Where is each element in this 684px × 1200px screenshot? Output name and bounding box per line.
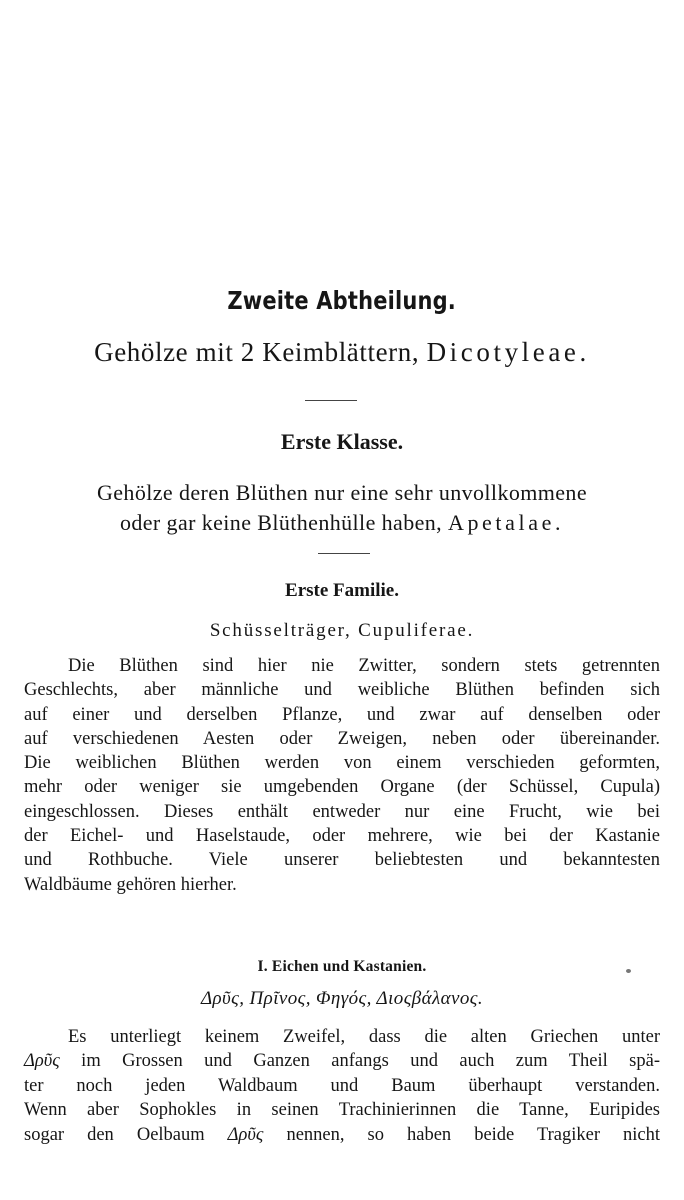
divider-rule — [318, 553, 370, 554]
paragraph-line: Es unterliegt keinem Zweifel, dass die alten Griechen unter — [68, 1027, 660, 1047]
paragraph-line — [24, 1049, 660, 1073]
paragraph-line: Die weiblichen Blüthen werden von einem verschieden geformten, — [24, 753, 660, 774]
section-heading: I. Eichen und Kastanien. — [257, 958, 427, 975]
class-description-latin: Apetalae. — [447, 510, 565, 535]
family-paragraph — [24, 654, 660, 897]
paragraph-line: eingeschlossen. Dieses enthält entweder nur eine Frucht, wie bei — [24, 801, 660, 822]
division-subtitle-latin: Dicotyleae. — [426, 337, 590, 367]
paragraph-line: Geschlechts, aber männliche und weibliche Blüthen befinden sich — [24, 680, 660, 701]
ink-speck — [626, 969, 631, 973]
paragraph-line: Waldbäume gehören hierher. — [24, 874, 237, 895]
division-subtitle — [0, 337, 684, 368]
family-subtitle: Schüsselträger, Cupuliferae. — [209, 620, 475, 641]
paragraph-line: auf verschiedenen Aesten oder Zweigen, neben oder übereinander. — [24, 728, 660, 749]
family-heading: Erste Familie. — [285, 580, 399, 601]
paragraph-line: der Eichel- und Haselstaude, oder mehrere, wie bei der Kastanie — [24, 826, 660, 847]
paragraph-line: auf einer und derselben Pflanze, und zwar auf denselben oder — [24, 704, 660, 725]
greek-word: Δρῦς — [24, 1051, 60, 1072]
paragraph-line: Die Blüthen sind hier nie Zwitter, sondern stets getrennten — [68, 656, 660, 676]
division-subtitle-text: Gehölze mit 2 Keimblättern, — [94, 337, 427, 367]
class-description-line: Gehölze deren Blüthen nur eine sehr unvollkommene — [96, 480, 587, 505]
divider-rule — [305, 400, 357, 401]
paragraph-text: nennen, so haben beide Tragiker nicht — [263, 1124, 660, 1145]
greek-word: Δρῦς — [227, 1124, 264, 1145]
paragraph-line — [24, 1123, 660, 1147]
greek-names: Δρῦς, Πρῖνος, Φηγός, Διοςβάλανος. — [200, 988, 484, 1009]
class-heading: Erste Klasse. — [280, 429, 404, 454]
class-description — [0, 478, 684, 538]
paragraph-line: Wenn aber Sophokles in seinen Trachinierinnen die Tanne, Euripides — [24, 1100, 660, 1121]
class-description-text: oder gar keine Blüthenhülle haben, — [119, 510, 448, 535]
paragraph-text: sogar den Oelbaum — [24, 1124, 228, 1145]
paragraph-line: ter noch jeden Waldbaum und Baum überhaupt verstanden. — [24, 1075, 660, 1096]
division-heading: Zweite Abtheilung. — [227, 286, 456, 315]
paragraph-line: und Rothbuche. Viele unserer beliebtesten und bekanntesten — [24, 850, 660, 871]
section-paragraph — [24, 1025, 660, 1147]
paragraph-text: im Grossen und Ganzen anfangs und auch zum Theil spä- — [59, 1051, 660, 1072]
paragraph-line: mehr oder weniger sie umgebenden Organe (der Schüssel, Cupula) — [24, 777, 660, 798]
class-description-line — [0, 508, 684, 538]
